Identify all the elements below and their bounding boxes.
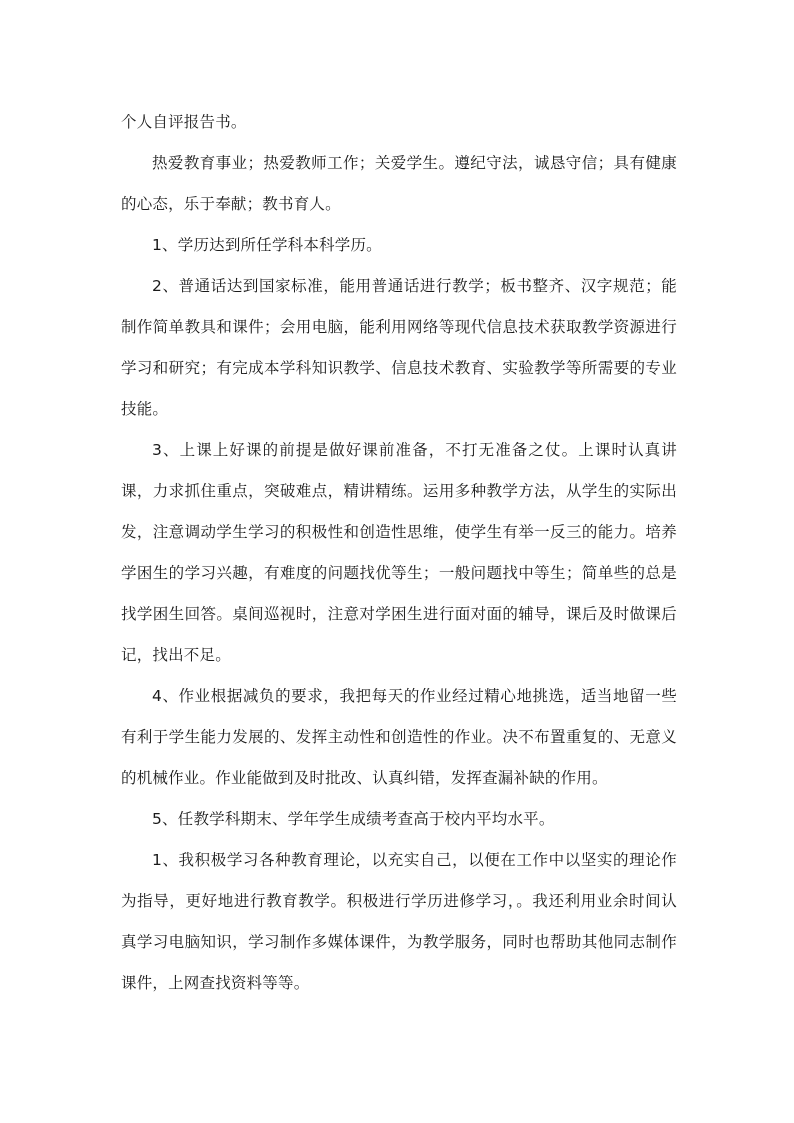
- paragraph-item-3-teaching: 3、上课上好课的前提是做好课前准备，不打无准备之仗。上课时认真讲课，力求抓住重点，突破难点，精讲精练。运用多种教学方法，从学生的实际出发，注意调动学生学习的积极性和创造性思维，使学生有举一反三的能力。培养学困生的学习兴趣，有难度的问题找优等生；一般问题找中等生；简单些的总是找学困生回答。桌间巡视时，注意对学困生进行面对面的辅导，课后及时做课后记，找出不足。: [121, 441, 677, 664]
- paragraph-heading: 个人自评报告书。: [121, 113, 247, 131]
- paragraph-ethics: 热爱教育事业；热爱教师工作；关爱学生。遵纪守法，诚恳守信；具有健康的心态，乐于奉献；教书育人。: [121, 154, 677, 213]
- paragraph-item-1-education: 1、学历达到所任学科本科学历。: [152, 236, 382, 254]
- paragraph-self-study: 1、我积极学习各种教育理论，以充实自己，以便在工作中以坚实的理论作为指导，更好地进行教育教学。积极进行学历进修学习，。我还利用业余时间认真学习电脑知识，学习制作多媒体课件，为教学服务，同时也帮助其他同志制作课件，上网查找资料等等。: [121, 851, 677, 992]
- document-body: [121, 102, 677, 1004]
- paragraph-item-2-skills: 2、普通话达到国家标准，能用普通话进行教学；板书整齐、汉字规范；能制作简单教具和课件；会用电脑，能利用网络等现代信息技术获取教学资源进行学习和研究；有完成本学科知识教学、信息技术教育、实验教学等所需要的专业技能。: [121, 277, 677, 418]
- paragraph-item-5-results: 5、任教学科期末、学年学生成绩考查高于校内平均水平。: [152, 810, 555, 828]
- paragraph-item-4-homework: 4、作业根据减负的要求，我把每天的作业经过精心地挑选，适当地留一些有利于学生能力发展的、发挥主动性和创造性的作业。决不布置重复的、无意义的机械作业。作业能做到及时批改、认真纠错，发挥查漏补缺的作用。: [121, 687, 677, 787]
